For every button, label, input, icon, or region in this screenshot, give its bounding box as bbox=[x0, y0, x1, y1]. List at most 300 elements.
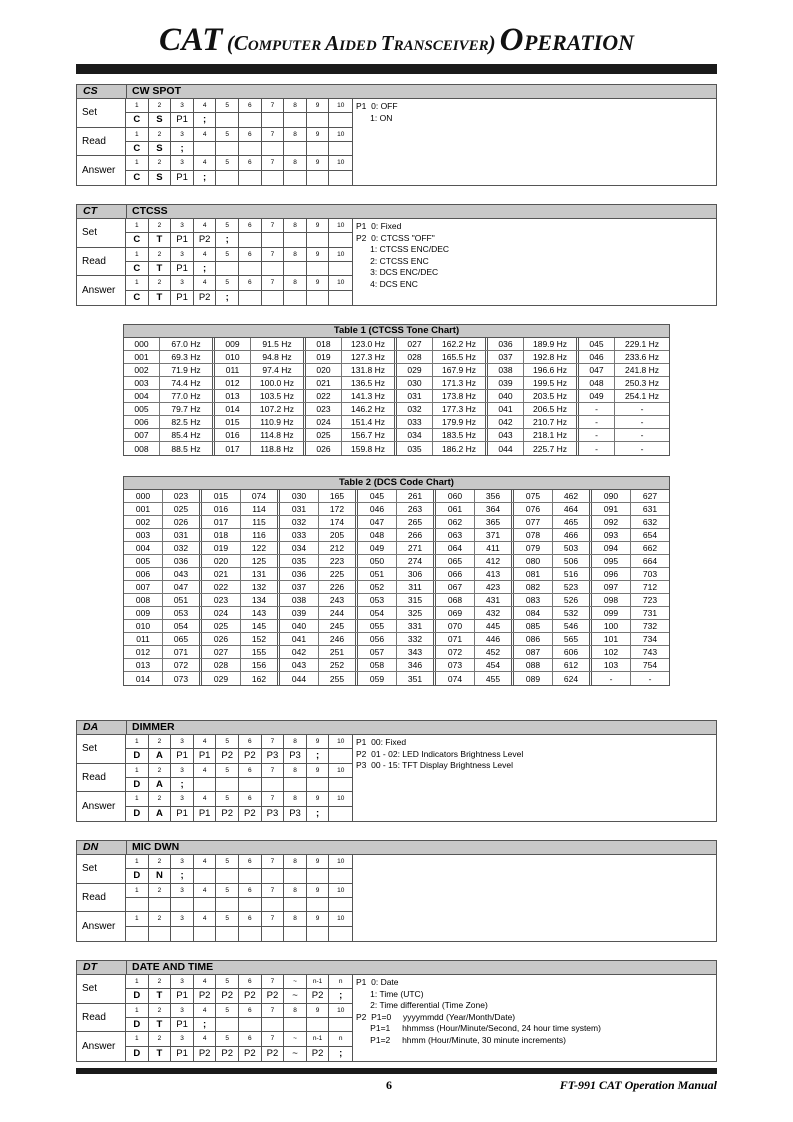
byte-value bbox=[284, 869, 307, 882]
command-header bbox=[77, 205, 716, 219]
description-line: P3 00 - 15: TFT Display Brightness Level bbox=[356, 760, 514, 770]
byte-value: ; bbox=[171, 869, 194, 882]
byte-number: 1 bbox=[126, 156, 149, 170]
table-cell: 225 bbox=[319, 568, 358, 580]
table-cell: 162 bbox=[241, 672, 280, 685]
table-cell: 455 bbox=[475, 672, 514, 685]
table-cell: 020 bbox=[202, 555, 241, 567]
byte-value: P1 bbox=[171, 291, 194, 305]
table-cell: 186.2 Hz bbox=[433, 442, 488, 455]
table-row bbox=[124, 516, 669, 529]
table-cell: 192.8 Hz bbox=[524, 351, 579, 363]
command-row bbox=[77, 855, 352, 884]
row-label: Set bbox=[77, 99, 126, 127]
byte-value: D bbox=[126, 1018, 149, 1031]
command-name: MIC DWN bbox=[132, 841, 180, 853]
byte-grid bbox=[126, 912, 352, 941]
byte-number: 2 bbox=[149, 884, 172, 897]
table-cell: 006 bbox=[124, 416, 160, 428]
table-cell: 127.3 Hz bbox=[342, 351, 397, 363]
byte-number: 1 bbox=[126, 975, 149, 988]
byte-number: 8 bbox=[284, 1004, 307, 1017]
command-body bbox=[77, 975, 716, 1061]
table-row bbox=[124, 442, 669, 455]
byte-number: 10 bbox=[337, 738, 345, 746]
table-cell: 183.5 Hz bbox=[433, 429, 488, 441]
byte-number: 7 bbox=[262, 248, 285, 261]
byte-number: 5 bbox=[216, 884, 239, 897]
byte-value: P2 bbox=[239, 749, 262, 762]
byte-numbers bbox=[126, 1032, 352, 1046]
byte-value: P2 bbox=[194, 1047, 217, 1061]
table-cell: 241.8 Hz bbox=[624, 365, 660, 375]
table-row bbox=[124, 633, 669, 646]
table-cell: 024 bbox=[202, 607, 241, 619]
byte-value: D bbox=[126, 989, 149, 1002]
byte-value bbox=[239, 262, 262, 275]
command-da bbox=[76, 720, 717, 822]
byte-value: ~ bbox=[284, 1047, 307, 1061]
byte-number: n-1 bbox=[307, 975, 330, 988]
byte-number: 5 bbox=[216, 1032, 239, 1046]
table-row bbox=[124, 503, 669, 516]
table-cell: 218.1 Hz bbox=[524, 429, 579, 441]
byte-number: 6 bbox=[239, 128, 262, 141]
table-cell: 019 bbox=[202, 542, 241, 554]
table-cell: 090 bbox=[592, 490, 631, 502]
byte-value: ; bbox=[194, 171, 217, 185]
table-cell: 412 bbox=[475, 555, 514, 567]
table-cell: 051 bbox=[163, 594, 202, 606]
table-cell: 047 bbox=[163, 581, 202, 593]
table-cell: 072 bbox=[163, 659, 202, 671]
byte-value: P3 bbox=[262, 807, 285, 821]
byte-value bbox=[284, 171, 307, 185]
table-cell: 723 bbox=[642, 595, 658, 605]
byte-number: 6 bbox=[239, 884, 262, 897]
command-code: DT bbox=[77, 961, 127, 974]
table-cell: 174 bbox=[319, 516, 358, 528]
table-cell: 100.0 Hz bbox=[251, 377, 306, 389]
byte-numbers bbox=[126, 912, 352, 926]
byte-number: 1 bbox=[126, 248, 149, 261]
table-cell: 233.6 Hz bbox=[624, 352, 660, 362]
table-cell: 040 bbox=[280, 620, 319, 632]
table-cell: 019 bbox=[306, 351, 342, 363]
table-cell: 162.2 Hz bbox=[433, 338, 488, 350]
table-row bbox=[124, 568, 669, 581]
byte-value: ; bbox=[194, 1018, 217, 1031]
byte-number: 6 bbox=[239, 219, 262, 232]
table-cell: 043 bbox=[488, 429, 524, 441]
table-cell: 084 bbox=[514, 607, 553, 619]
byte-value bbox=[194, 869, 217, 882]
row-label: Answer bbox=[77, 1032, 126, 1061]
table-cell: 045 bbox=[579, 338, 615, 350]
command-row bbox=[77, 912, 352, 941]
byte-number: 4 bbox=[194, 792, 217, 806]
byte-number: 6 bbox=[239, 1032, 262, 1046]
byte-value: P2 bbox=[216, 989, 239, 1002]
byte-number: 5 bbox=[216, 912, 239, 926]
table-cell: 025 bbox=[306, 429, 342, 441]
byte-number: 7 bbox=[262, 912, 285, 926]
byte-value: C bbox=[126, 262, 149, 275]
byte-value: T bbox=[149, 233, 172, 246]
byte-values bbox=[126, 868, 352, 882]
table-cell: 79.7 Hz bbox=[160, 403, 215, 415]
table-cell: 061 bbox=[436, 503, 475, 515]
table-cell: 243 bbox=[319, 594, 358, 606]
table-cell: 005 bbox=[124, 403, 160, 415]
table-cell: - bbox=[640, 443, 644, 454]
table-cell: 346 bbox=[397, 659, 436, 671]
table-row bbox=[124, 620, 669, 633]
table-cell: - bbox=[579, 442, 615, 455]
table-cell: 632 bbox=[642, 517, 658, 527]
byte-value: P2 bbox=[216, 1047, 239, 1061]
table-cell: 261 bbox=[397, 490, 436, 502]
table-cell: 122 bbox=[241, 542, 280, 554]
byte-values bbox=[126, 170, 352, 185]
table-cell: 165.5 Hz bbox=[433, 351, 488, 363]
command-row bbox=[77, 248, 352, 277]
byte-number: 3 bbox=[171, 764, 194, 777]
table-row bbox=[124, 607, 669, 620]
table-cell: 054 bbox=[163, 620, 202, 632]
table-cell: - bbox=[648, 673, 652, 684]
table-cell: 017 bbox=[202, 516, 241, 528]
table-cell: 107.2 Hz bbox=[251, 403, 306, 415]
byte-value bbox=[329, 927, 352, 941]
byte-grid bbox=[126, 764, 352, 792]
byte-number: 3 bbox=[171, 248, 194, 261]
byte-value: ; bbox=[307, 807, 330, 821]
description-line: 1: ON bbox=[356, 112, 393, 123]
table-cell: 022 bbox=[306, 390, 342, 402]
byte-value: P1 bbox=[171, 1018, 194, 1031]
table-cell: 039 bbox=[488, 377, 524, 389]
table-cell: 145 bbox=[241, 620, 280, 632]
table-cell: 546 bbox=[553, 620, 592, 632]
table-cell: 036 bbox=[163, 555, 202, 567]
table-cell: 008 bbox=[124, 594, 163, 606]
table-cell: 053 bbox=[358, 594, 397, 606]
byte-number: 8 bbox=[284, 735, 307, 748]
table-cell: 001 bbox=[124, 351, 160, 363]
table-cell: 141.3 Hz bbox=[342, 390, 397, 402]
byte-values bbox=[126, 748, 352, 762]
byte-value bbox=[216, 927, 239, 941]
command-row bbox=[77, 764, 352, 793]
table-row bbox=[124, 338, 669, 351]
table-cell: 343 bbox=[397, 646, 436, 658]
dcs-code-table bbox=[123, 476, 670, 686]
table-cell: 026 bbox=[202, 633, 241, 645]
table-cell: 014 bbox=[124, 672, 163, 685]
byte-number: 4 bbox=[194, 156, 217, 170]
byte-value bbox=[307, 927, 330, 941]
command-header bbox=[77, 961, 716, 975]
byte-value: P2 bbox=[194, 989, 217, 1002]
table-row bbox=[124, 555, 669, 568]
table-cell: 143 bbox=[241, 607, 280, 619]
table-cell: 246 bbox=[319, 633, 358, 645]
table-cell: 156 bbox=[241, 659, 280, 671]
table-cell: 045 bbox=[358, 490, 397, 502]
table-cell: 97.4 Hz bbox=[251, 364, 306, 376]
byte-number: 9 bbox=[307, 219, 330, 232]
byte-values bbox=[126, 777, 352, 791]
table-cell: 206.5 Hz bbox=[524, 403, 579, 415]
table-cell: 250.3 Hz bbox=[624, 378, 660, 388]
table-cell: 041 bbox=[488, 403, 524, 415]
table-cell: 266 bbox=[397, 529, 436, 541]
table-cell: 021 bbox=[202, 568, 241, 580]
table-cell: 351 bbox=[397, 672, 436, 685]
byte-numbers bbox=[126, 248, 352, 261]
byte-value: D bbox=[126, 749, 149, 762]
table-cell: 466 bbox=[553, 529, 592, 541]
table-cell: 072 bbox=[436, 646, 475, 658]
table-cell: 102 bbox=[592, 646, 631, 658]
page-number: 6 bbox=[386, 1078, 392, 1092]
byte-number: 1 bbox=[126, 792, 149, 806]
table-cell: 662 bbox=[642, 543, 658, 553]
byte-number: 2 bbox=[149, 1004, 172, 1017]
table-cell: 114.8 Hz bbox=[251, 429, 306, 441]
manual-title: FT-991 CAT Operation Manual bbox=[559, 1078, 717, 1092]
byte-grid bbox=[126, 276, 352, 305]
table-cell: 065 bbox=[163, 633, 202, 645]
byte-value: T bbox=[149, 989, 172, 1002]
byte-value bbox=[329, 262, 352, 275]
byte-value bbox=[284, 233, 307, 246]
byte-numbers bbox=[126, 128, 352, 141]
command-cs bbox=[76, 84, 717, 186]
header-rule bbox=[76, 64, 717, 74]
byte-value bbox=[307, 869, 330, 882]
byte-value: P3 bbox=[284, 749, 307, 762]
byte-value bbox=[149, 927, 172, 941]
command-row bbox=[77, 156, 352, 185]
table-cell: 026 bbox=[306, 442, 342, 455]
byte-number: 7 bbox=[262, 855, 285, 868]
command-row bbox=[77, 99, 352, 128]
table-cell: 003 bbox=[124, 377, 160, 389]
byte-value: T bbox=[149, 262, 172, 275]
byte-number: 8 bbox=[284, 276, 307, 290]
table-cell: 056 bbox=[358, 633, 397, 645]
byte-number: 7 bbox=[262, 99, 285, 112]
byte-number: 4 bbox=[194, 884, 217, 897]
command-code: DA bbox=[77, 721, 127, 734]
table-cell: 030 bbox=[280, 490, 319, 502]
table-cell: 028 bbox=[202, 659, 241, 671]
byte-number: ~ bbox=[284, 1032, 307, 1046]
table-cell: - bbox=[579, 416, 615, 428]
description-line: 4: DCS ENC bbox=[356, 278, 418, 289]
table-cell: 062 bbox=[436, 516, 475, 528]
table-cell: 069 bbox=[436, 607, 475, 619]
table-cell: 152 bbox=[241, 633, 280, 645]
byte-number: 4 bbox=[194, 248, 217, 261]
byte-number: 7 bbox=[262, 884, 285, 897]
byte-value: P1 bbox=[171, 1047, 194, 1061]
byte-numbers bbox=[126, 735, 352, 748]
row-label: Read bbox=[77, 884, 126, 912]
byte-numbers bbox=[126, 1004, 352, 1017]
table-cell: 159.8 Hz bbox=[342, 442, 397, 455]
table-row bbox=[124, 542, 669, 555]
byte-value: ; bbox=[339, 1048, 343, 1060]
byte-number: 8 bbox=[284, 128, 307, 141]
byte-number: 8 bbox=[284, 156, 307, 170]
table-cell: 94.8 Hz bbox=[251, 351, 306, 363]
table-cell: 203.5 Hz bbox=[524, 390, 579, 402]
byte-value: P1 bbox=[171, 262, 194, 275]
table-cell: 027 bbox=[202, 646, 241, 658]
command-ct bbox=[76, 204, 717, 306]
table-row bbox=[124, 529, 669, 542]
byte-number: 5 bbox=[216, 156, 239, 170]
byte-number: n bbox=[338, 1035, 343, 1043]
command-format bbox=[77, 975, 353, 1061]
byte-value bbox=[329, 898, 352, 911]
byte-value bbox=[284, 778, 307, 791]
byte-value: ; bbox=[307, 749, 330, 762]
row-label: Set bbox=[77, 855, 126, 883]
byte-value bbox=[329, 171, 352, 185]
table-cell: 026 bbox=[163, 516, 202, 528]
table-cell: 083 bbox=[514, 594, 553, 606]
table-cell: 037 bbox=[488, 351, 524, 363]
description-line: 1: CTCSS ENC/DEC bbox=[356, 244, 450, 254]
table-cell: 226 bbox=[319, 581, 358, 593]
table-cell: 743 bbox=[642, 647, 658, 657]
command-header bbox=[77, 841, 716, 855]
table-cell: - bbox=[579, 403, 615, 415]
table-cell: 036 bbox=[280, 568, 319, 580]
byte-number: 4 bbox=[194, 99, 217, 112]
table-cell: 040 bbox=[488, 390, 524, 402]
byte-value bbox=[262, 898, 285, 911]
byte-number: 2 bbox=[149, 912, 172, 926]
byte-value bbox=[216, 869, 239, 882]
table-cell: 754 bbox=[642, 660, 658, 670]
byte-number: 1 bbox=[126, 99, 149, 112]
byte-number: 6 bbox=[239, 764, 262, 777]
table-cell: 311 bbox=[397, 581, 436, 593]
byte-value: C bbox=[126, 233, 149, 246]
byte-number: 8 bbox=[284, 219, 307, 232]
table-cell: 146.2 Hz bbox=[342, 403, 397, 415]
byte-value bbox=[194, 898, 217, 911]
byte-number: 7 bbox=[262, 156, 285, 170]
command-body bbox=[77, 855, 716, 941]
byte-value bbox=[239, 171, 262, 185]
byte-number: 1 bbox=[126, 912, 149, 926]
parameter-description bbox=[353, 735, 716, 821]
byte-values bbox=[126, 988, 352, 1002]
byte-number: 7 bbox=[262, 764, 285, 777]
table-cell: 073 bbox=[163, 672, 202, 685]
table-cell: 099 bbox=[592, 607, 631, 619]
byte-number: 2 bbox=[149, 792, 172, 806]
byte-number: 10 bbox=[337, 795, 345, 803]
byte-grid bbox=[126, 219, 352, 247]
table-cell: 089 bbox=[514, 672, 553, 685]
row-label: Set bbox=[77, 975, 126, 1003]
byte-number: 5 bbox=[216, 735, 239, 748]
table-cell: 244 bbox=[319, 607, 358, 619]
byte-number: 2 bbox=[149, 276, 172, 290]
command-body bbox=[77, 735, 716, 821]
byte-number: 3 bbox=[171, 1004, 194, 1017]
byte-number: 10 bbox=[337, 159, 345, 167]
byte-value bbox=[329, 291, 352, 305]
table-cell: 008 bbox=[124, 442, 160, 455]
byte-value bbox=[171, 898, 194, 911]
byte-value: P3 bbox=[284, 807, 307, 821]
byte-value bbox=[239, 898, 262, 911]
table-cell: 095 bbox=[592, 555, 631, 567]
table-cell: 032 bbox=[163, 542, 202, 554]
table-cell: 028 bbox=[397, 351, 433, 363]
table-cell: 88.5 Hz bbox=[160, 442, 215, 455]
command-header bbox=[77, 85, 716, 99]
table-cell: 071 bbox=[163, 646, 202, 658]
table-cell: 013 bbox=[215, 390, 251, 402]
table-cell: 049 bbox=[358, 542, 397, 554]
table-cell: 071 bbox=[436, 633, 475, 645]
byte-number: 4 bbox=[194, 128, 217, 141]
table-cell: 189.9 Hz bbox=[524, 338, 579, 350]
table-cell: 074 bbox=[241, 490, 280, 502]
byte-number: 7 bbox=[262, 1032, 285, 1046]
table-cell: 043 bbox=[280, 659, 319, 671]
byte-values bbox=[126, 112, 352, 126]
byte-number: 1 bbox=[126, 128, 149, 141]
byte-value bbox=[216, 898, 239, 911]
table-cell: 081 bbox=[514, 568, 553, 580]
byte-value: C bbox=[126, 291, 149, 305]
byte-values bbox=[126, 290, 352, 305]
byte-numbers bbox=[126, 276, 352, 290]
command-format bbox=[77, 735, 353, 821]
table-cell: 445 bbox=[475, 620, 514, 632]
table-cell: 252 bbox=[319, 659, 358, 671]
description-line: P1=1 hhmmss (Hour/Minute/Second, 24 hour time system) bbox=[356, 1023, 601, 1033]
byte-value: P2 bbox=[262, 989, 285, 1002]
byte-number: 9 bbox=[307, 735, 330, 748]
byte-number: 8 bbox=[284, 248, 307, 261]
parameter-description bbox=[353, 219, 716, 305]
byte-value bbox=[194, 778, 217, 791]
byte-number: 4 bbox=[194, 764, 217, 777]
table-cell: 004 bbox=[124, 542, 163, 554]
byte-number: 8 bbox=[284, 855, 307, 868]
byte-number: 6 bbox=[239, 975, 262, 988]
command-row bbox=[77, 219, 352, 248]
table-cell: 732 bbox=[642, 621, 658, 631]
description-line: P1=2 hhmm (Hour/Minute, 30 minute increments) bbox=[356, 1034, 566, 1045]
table-row bbox=[124, 594, 669, 607]
byte-value bbox=[126, 927, 149, 941]
table-cell: 044 bbox=[280, 672, 319, 685]
table-cell: 173.8 Hz bbox=[433, 390, 488, 402]
table-cell: 465 bbox=[553, 516, 592, 528]
